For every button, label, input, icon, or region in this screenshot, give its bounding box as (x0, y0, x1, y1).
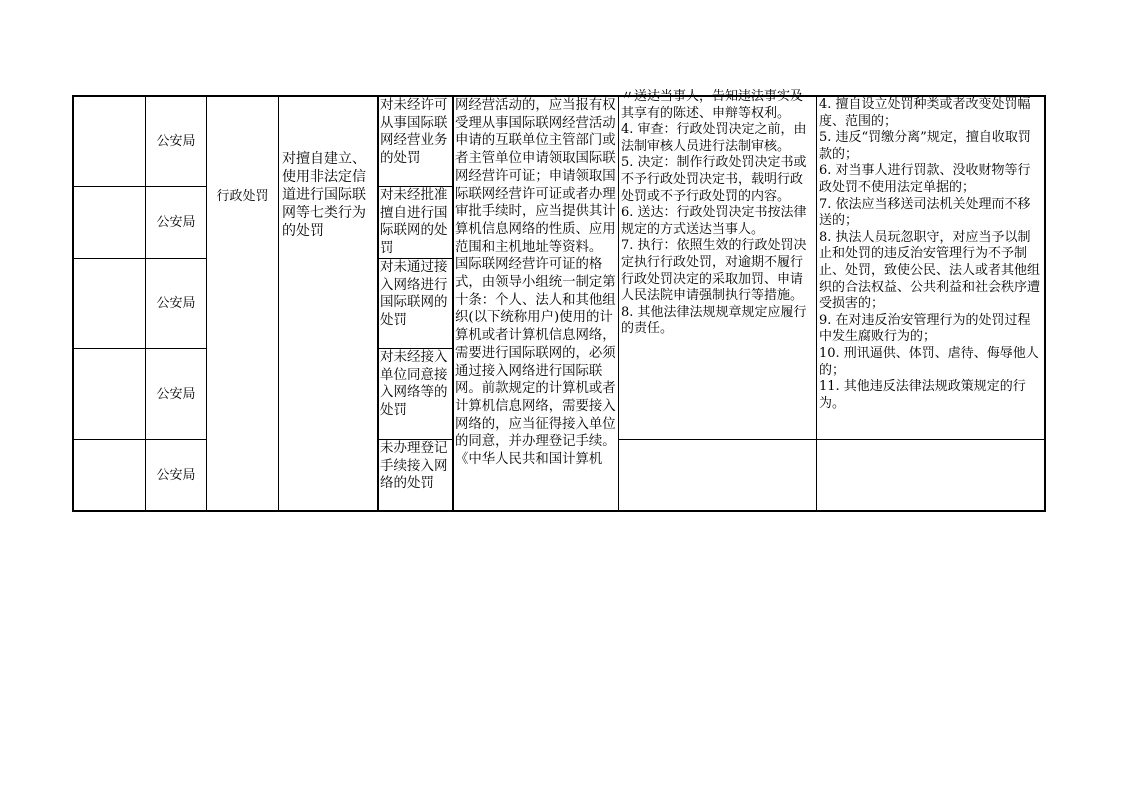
procedure-line: 5. 决定：制作行政处罚决定书或不予行政处罚决定书，载明行政处罚或不予行政处罚的内容。 (621, 155, 807, 204)
dept-label: 公安局 (156, 386, 196, 402)
dept-label: 公安局 (156, 467, 196, 483)
sub-item-text: 未办理登记手续接入网络的处罚 (380, 440, 448, 492)
sub-item-cell (380, 187, 450, 258)
sub-item-text: 对未通过接入网络进行国际联网的处罚 (380, 259, 448, 328)
dept-label: 公安局 (156, 133, 196, 149)
liability-line: 11. 其他违反法律法规政策规定的行为。 (819, 379, 1026, 411)
row-border-d1 (816, 439, 1045, 440)
col-border-8 (1044, 95, 1046, 512)
procedure-line: 〃送达当事人，告知违法事实及其享有的陈述、申辩等权利。 (621, 89, 804, 121)
sub-item-cell (380, 349, 450, 439)
procedure-line: 7. 执行：依照生效的行政处罚决定执行行政处罚，对逾期不履行行政处罚决定的采取加罚、申请人民法院申请强制执行等措施。 (621, 238, 807, 304)
sub-item-cell (380, 97, 450, 186)
sub-item-text: 对未经接入单位同意接入网络等的处罚 (380, 349, 448, 418)
dept-cell (146, 259, 206, 348)
sub-item-cell (380, 259, 450, 348)
dept-cell (146, 96, 206, 186)
category-cell (207, 96, 278, 296)
col-border-6 (618, 95, 619, 512)
sub-item-text: 对未经批准擅自进行国际联网的处罚 (380, 187, 448, 256)
procedure-line: 6. 送达：行政处罚决定书按法律规定的方式送达当事人。 (621, 205, 807, 237)
col-border-4 (377, 95, 379, 512)
dept-cell (146, 349, 206, 439)
dept-label: 公安局 (156, 296, 196, 311)
procedure-cell (621, 89, 815, 438)
table-bottom-border (72, 510, 1046, 512)
liability-line: 4. 擅自设立处罚种类或者改变处罚幅度、范围的； (819, 97, 1031, 129)
sub-item-text: 对未经许可从事国际联网经营业务的处罚 (380, 97, 448, 166)
col-border-5 (452, 95, 454, 512)
row-border-c1 (618, 439, 816, 440)
liability-line: 5. 违反“罚缴分离”规定，擅自收取罚款的； (819, 130, 1031, 162)
liability-line: 8. 执法人员玩忽职守，对应当予以制止和处罚的违反治安管理行为不予制止、处罚，致使公民、法人或者其他组织的合法权益、公共利益和社会秩序遭受损害的； (819, 229, 1041, 312)
item-name-text: 对擅自建立、使用非法定信道进行国际联网等七类行为的处罚 (282, 151, 366, 239)
liability-line: 10. 刑讯逼供、体罚、虐待、侮辱他人的； (819, 345, 1039, 378)
basis-cell (455, 97, 617, 510)
col-border-3 (278, 95, 279, 512)
item-name-cell (282, 150, 374, 250)
liability-line: 7. 依法应当移送司法机关处理而不移送的； (819, 196, 1031, 229)
sub-item-cell (380, 440, 450, 510)
col-border-7 (816, 95, 817, 512)
procedure-line: 4. 审查：行政处罚决定之前，由法制审核人员进行法制审核。 (621, 122, 807, 154)
dept-cell (146, 187, 206, 258)
category-label: 行政处罚 (216, 188, 269, 204)
liability-line: 9. 在对违反治安管理行为的处罚过程中发生腐败行为的； (819, 312, 1031, 345)
dept-label: 公安局 (156, 215, 196, 230)
liability-line: 6. 对当事人进行罚款、没收财物等行政处罚不使用法定单据的； (819, 163, 1031, 195)
liability-cell (819, 97, 1043, 438)
basis-text: 网经营活动的，应当报有权受理从事国际联网经营活动申请的互联单位主管部门或者主管单位申请领取国际联网经营许可证；申请领取国际联网经营许可证或者办理审批手续时，应当提供其计算机信息网络的性质、应用范围和主机地址等资料。 国际联网经营许可证的格式，由领导小组统一制定第十条：个人、法人和其他组织(以下统称用户)使用的计算机或者计算机信息网络，需要进行国际联网的，必须通过接入网络进行国际联网。前款规定的计算机或者计算机信息网络，需要接入网络的，应当征得接入单位的同意，并办理登记手续。《中华人民共和国计算机 (455, 98, 616, 468)
procedure-line: 8. 其他法律法规规章规定应履行的责任。 (621, 304, 807, 337)
col-border-0 (72, 95, 74, 512)
dept-cell (146, 440, 206, 510)
